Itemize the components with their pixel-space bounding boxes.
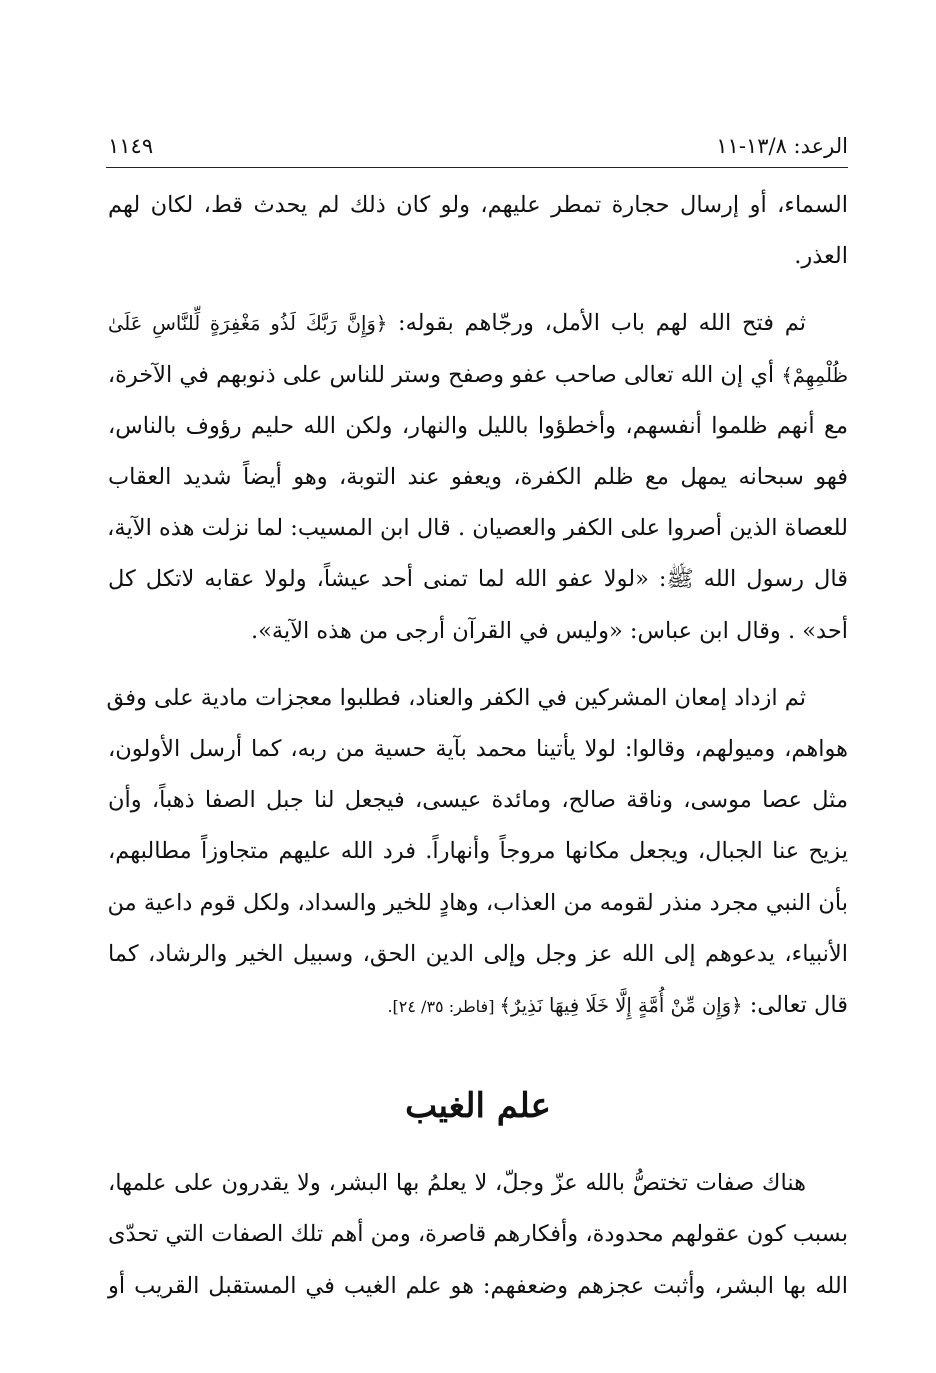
text-line: للعصاة الذين أصروا على الكفر والعصيان . قال ابن المسيب: لما نزلت هذه الآية، [107, 515, 848, 542]
quran-verse: ظُلْمِهِمْ﴾ [781, 363, 848, 387]
text-line: بأن النبي مجرد منذر لقومه من العذاب، وهادٍ للخير والسداد، ولكل قوم داعية من [107, 889, 848, 916]
main-text [108, 180, 848, 1328]
paragraph-2 [108, 298, 848, 656]
text-line: الله بها البشر، وأثبت عجزهم وضعفهم: هو علم الغيب في المستقبل القريب أو [108, 1272, 848, 1299]
page-header [108, 128, 848, 164]
text-line: مع أنهم ظلموا أنفسهم، وأخطؤوا بالليل والنهار، ولكن الله حليم رؤوف بالناس، [108, 412, 848, 439]
text-line: أحد» . وقال ابن عباس: «وليس في القرآن أرجى من هذه الآية». [250, 617, 848, 644]
text-line [108, 298, 848, 349]
paragraph-4 [108, 1158, 848, 1312]
text-line: قال رسول الله ﷺ: «لولا عفو الله لما تمنى أحد عيشاً، ولولا عقابه لاتكل كل [108, 566, 848, 593]
text-line: الأنبياء، يدعوهم إلى الله عز وجل وإلى الدين الحق، وسبيل الخير والرشاد، كما [108, 940, 848, 967]
text-line: مثل عصا موسى، وناقة صالح، ومائدة عيسى، فيجعل لنا جبل الصفا ذهباً، وأن [108, 787, 848, 814]
text-line: السماء، أو إرسال حجارة تمطر عليهم، ولو كان ذلك لم يحدث قط، لكان لهم [108, 192, 848, 218]
quran-verse: ﴿وَإِن مِّنْ أُمَّةٍ إِلَّا خَلَا فِيهَا نَذِيرٌ﴾ [499, 994, 743, 1018]
page-number: ١١٤٩ [108, 134, 154, 158]
header-rule [106, 167, 848, 168]
text-line: هواهم، وميولهم، وقالوا: لولا يأتينا محمد بآية حسية من ربه، كما أرسل الأولون، [108, 736, 848, 763]
verse-reference: [فاطر: ٣٥/ ٢٤]. [387, 997, 500, 1017]
text-line: يزيح عنا الجبال، ويجعل مكانها مروجاً وأنهاراً. فرد الله عليهم متجاوزاً مطالبهم، [108, 838, 848, 865]
paragraph-1 [108, 180, 848, 282]
line-text: ثم فتح الله لهم باب الأمل، ورجّاهم بقوله: [387, 310, 806, 337]
text-line: فهو سبحانه يمهل مع ظلم الكفرة، ويعفو عند التوبة، وهو أيضاً شديد العقاب [108, 464, 848, 491]
line-text: قال تعالى: [742, 992, 848, 1019]
chapter-reference: الرعد: ١٣/٨-١١ [716, 134, 848, 158]
text-line [108, 350, 848, 401]
paragraph-3 [108, 673, 848, 1032]
quran-verse: ﴿وَإِنَّ رَبَّكَ لَذُو مَغْفِرَةٍ لِّلنَّاسِ عَلَىٰ [108, 312, 388, 336]
text-line [108, 980, 848, 1032]
text-line: هناك صفات تختصُّ بالله عزّ وجلّ، لا يعلمُ بها البشر، ولا يقدرون على علمها، [108, 1170, 806, 1197]
text-line: العذر. [794, 243, 848, 270]
section-heading: علم الغيب [405, 1086, 551, 1127]
text-line: ثم ازداد إمعان المشركين في الكفر والعناد، فطلبوا معجزات مادية على وفق [106, 684, 806, 711]
text-line: بسبب كون عقولهم محدودة، وأفكارهم قاصرة، ومن أهم تلك الصفات التي تحدّى [108, 1221, 848, 1248]
line-text: أي إن الله تعالى صاحب عفو وصفح وستر للناس على ذنوبهم في الآخرة، [107, 361, 782, 388]
